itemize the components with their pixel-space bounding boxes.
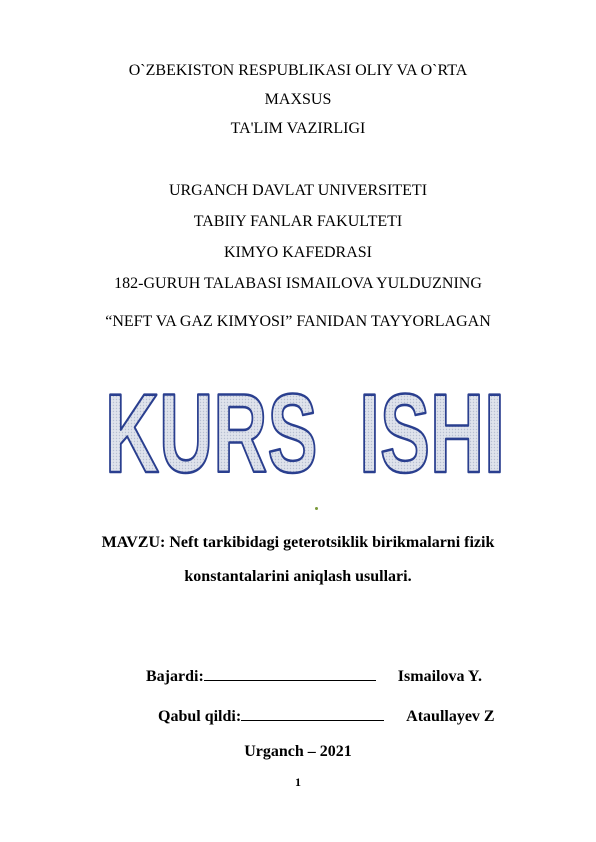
done-by-name: Ismailova Y. <box>397 668 482 685</box>
topic-line-1: MAVZU: Neft tarkibidagi geterotsiklik birikmalarni fizik <box>101 534 495 551</box>
accepted-by-name: Ataullayev Z <box>406 708 495 725</box>
student-line: 182-GURUH TALABASI ISMAILOVA YULDUZNING <box>114 275 482 292</box>
accepted-by-row <box>158 705 495 727</box>
accepted-by-signature-line <box>241 705 384 721</box>
place-year: Urganch – 2021 <box>244 743 352 760</box>
decorative-dot <box>315 507 318 510</box>
kurs-ishi-wordart <box>100 383 510 483</box>
faculty-name: TABIIY FANLAR FAKULTETI <box>193 213 403 230</box>
ministry-line-3: TA'LIM VAZIRLIGI <box>230 120 366 137</box>
done-by-row <box>146 665 482 687</box>
subject-line: “NEFT VA GAZ KIMYOSI” FANIDAN TAYYORLAGAN <box>105 313 491 330</box>
topic-line-2: konstantalarini aniqlash usullari. <box>184 568 412 585</box>
university-name: URGANCH DAVLAT UNIVERSITETI <box>168 182 428 199</box>
ministry-line-1: O`ZBEKISTON RESPUBLIKASI OLIY VA O`RTA <box>128 62 468 79</box>
page-number: 1 <box>295 775 301 789</box>
wordart-title: KURS ISHI <box>105 383 505 483</box>
done-by-label: Bajardi: <box>146 668 204 685</box>
accepted-by-label: Qabul qildi: <box>158 708 242 725</box>
done-by-signature-line <box>204 665 376 681</box>
department-name: KIMYO KAFEDRASI <box>223 244 372 261</box>
ministry-line-2: MAXSUS <box>264 91 332 108</box>
